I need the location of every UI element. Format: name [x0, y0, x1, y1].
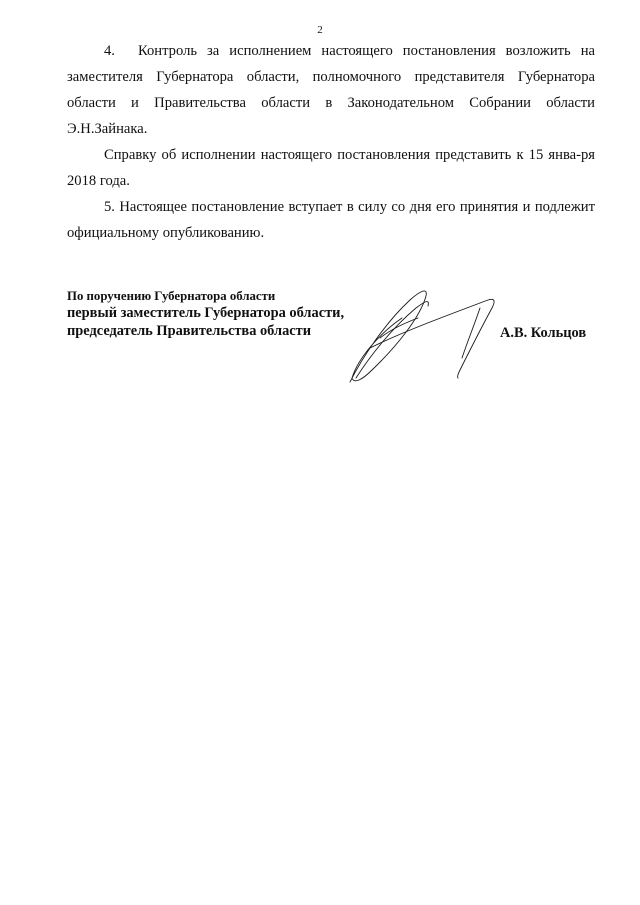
paragraph-number: 4. [104, 43, 115, 59]
paragraph-report-deadline [67, 142, 595, 194]
handwritten-signature [340, 278, 510, 388]
signature-position-line-2: председатель Правительства области [67, 323, 312, 339]
page-number: 2 [317, 24, 323, 36]
signature-authority-line: По поручению Губернатора области [67, 289, 276, 303]
paragraph-5 [67, 194, 595, 246]
document-body [67, 38, 595, 246]
signature-position-line-1: первый заместитель Губернатора области, [67, 305, 345, 321]
paragraph-text: Справку об исполнении настоящего постановления представить к 15 янва-ря 2018 года. [67, 147, 595, 189]
paragraph-text: 5. Настоящее постановление вступает в силу со дня его принятия и подлежит официальному опубликованию. [67, 199, 595, 241]
signatory-name: А.В. Кольцов [500, 325, 587, 341]
paragraph-4 [67, 38, 595, 142]
paragraph-text: Контроль за исполнением настоящего постановления возложить на заместителя Губернатора области, полномочного представителя Губернатора области и Правительства области в Законодательном Собрании области Э.Н.Зайнака. [67, 43, 595, 137]
